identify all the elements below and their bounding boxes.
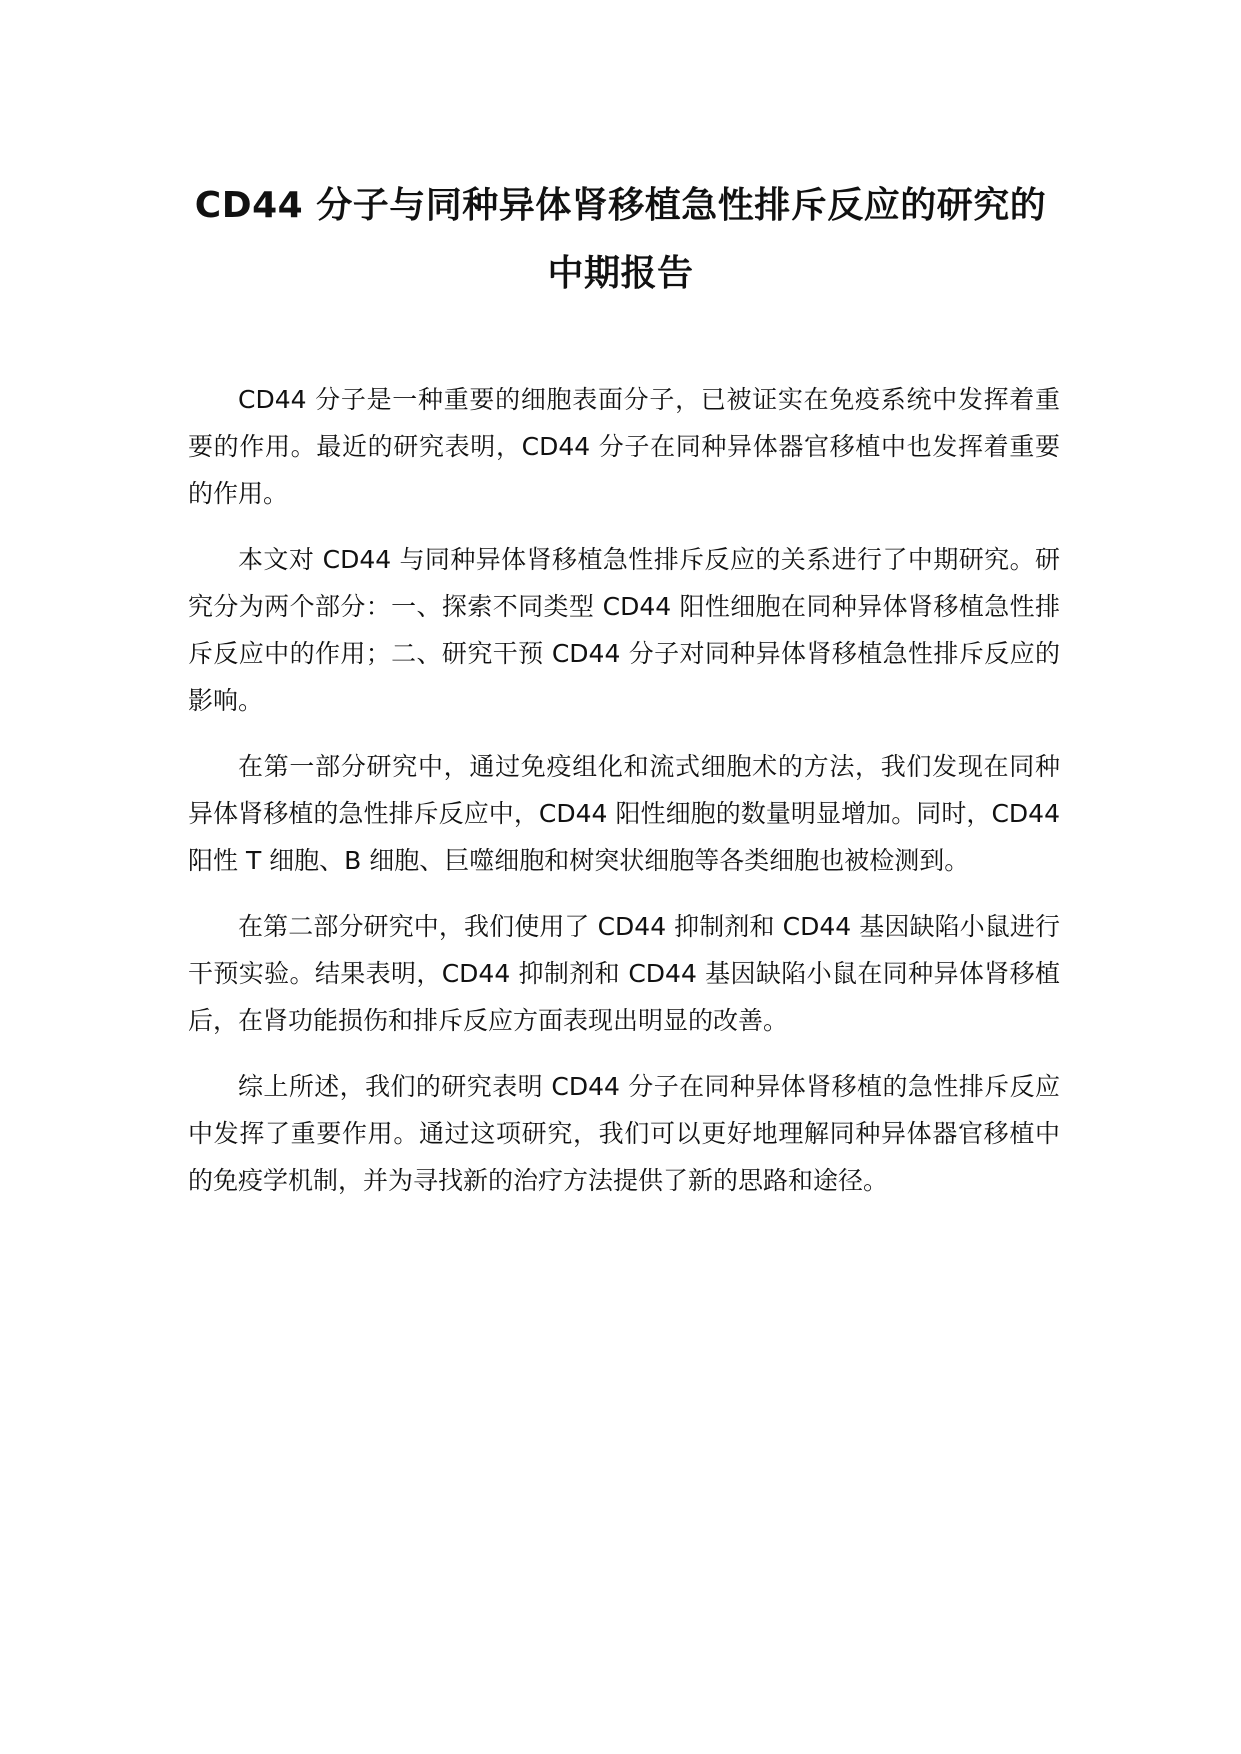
paragraph-conclusion: 综上所述，我们的研究表明 CD44 分子在同种异体肾移植的急性排斥反应中发挥了重要作用。通过这项研究，我们可以更好地理解同种异体器官移植中的免疫学机制，并为寻找新的治疗方法提供了新的思路和途径。	[188, 1072, 1060, 1195]
paragraph-part-one: 在第一部分研究中，通过免疫组化和流式细胞术的方法，我们发现在同种异体肾移植的急性排斥反应中，CD44 阳性细胞的数量明显增加。同时，CD44 阳性 T 细胞、B 细胞、巨噬细胞和树突状细胞等各类细胞也被检测到。	[188, 752, 1060, 875]
title-line-1: CD44 分子与同种异体肾移植急性排斥反应的研究的	[194, 185, 1047, 226]
title-line-2: 中期报告	[547, 253, 694, 294]
paragraph-part-two: 在第二部分研究中，我们使用了 CD44 抑制剂和 CD44 基因缺陷小鼠进行干预实验。结果表明，CD44 抑制剂和 CD44 基因缺陷小鼠在同种异体肾移植后，在肾功能损伤和排斥反应方面表现出明显的改善。	[188, 912, 1060, 1035]
document-body	[188, 376, 1060, 1223]
paragraph-study-overview: 本文对 CD44 与同种异体肾移植急性排斥反应的关系进行了中期研究。研究分为两个部分：一、探索不同类型 CD44 阳性细胞在同种异体肾移植急性排斥反应中的作用；二、研究干预 CD44 分子对同种异体肾移植急性排斥反应的影响。	[188, 545, 1060, 715]
document-title	[150, 172, 1091, 308]
paragraph-intro: CD44 分子是一种重要的细胞表面分子，已被证实在免疫系统中发挥着重要的作用。最近的研究表明，CD44 分子在同种异体器官移植中也发挥着重要的作用。	[188, 385, 1060, 508]
